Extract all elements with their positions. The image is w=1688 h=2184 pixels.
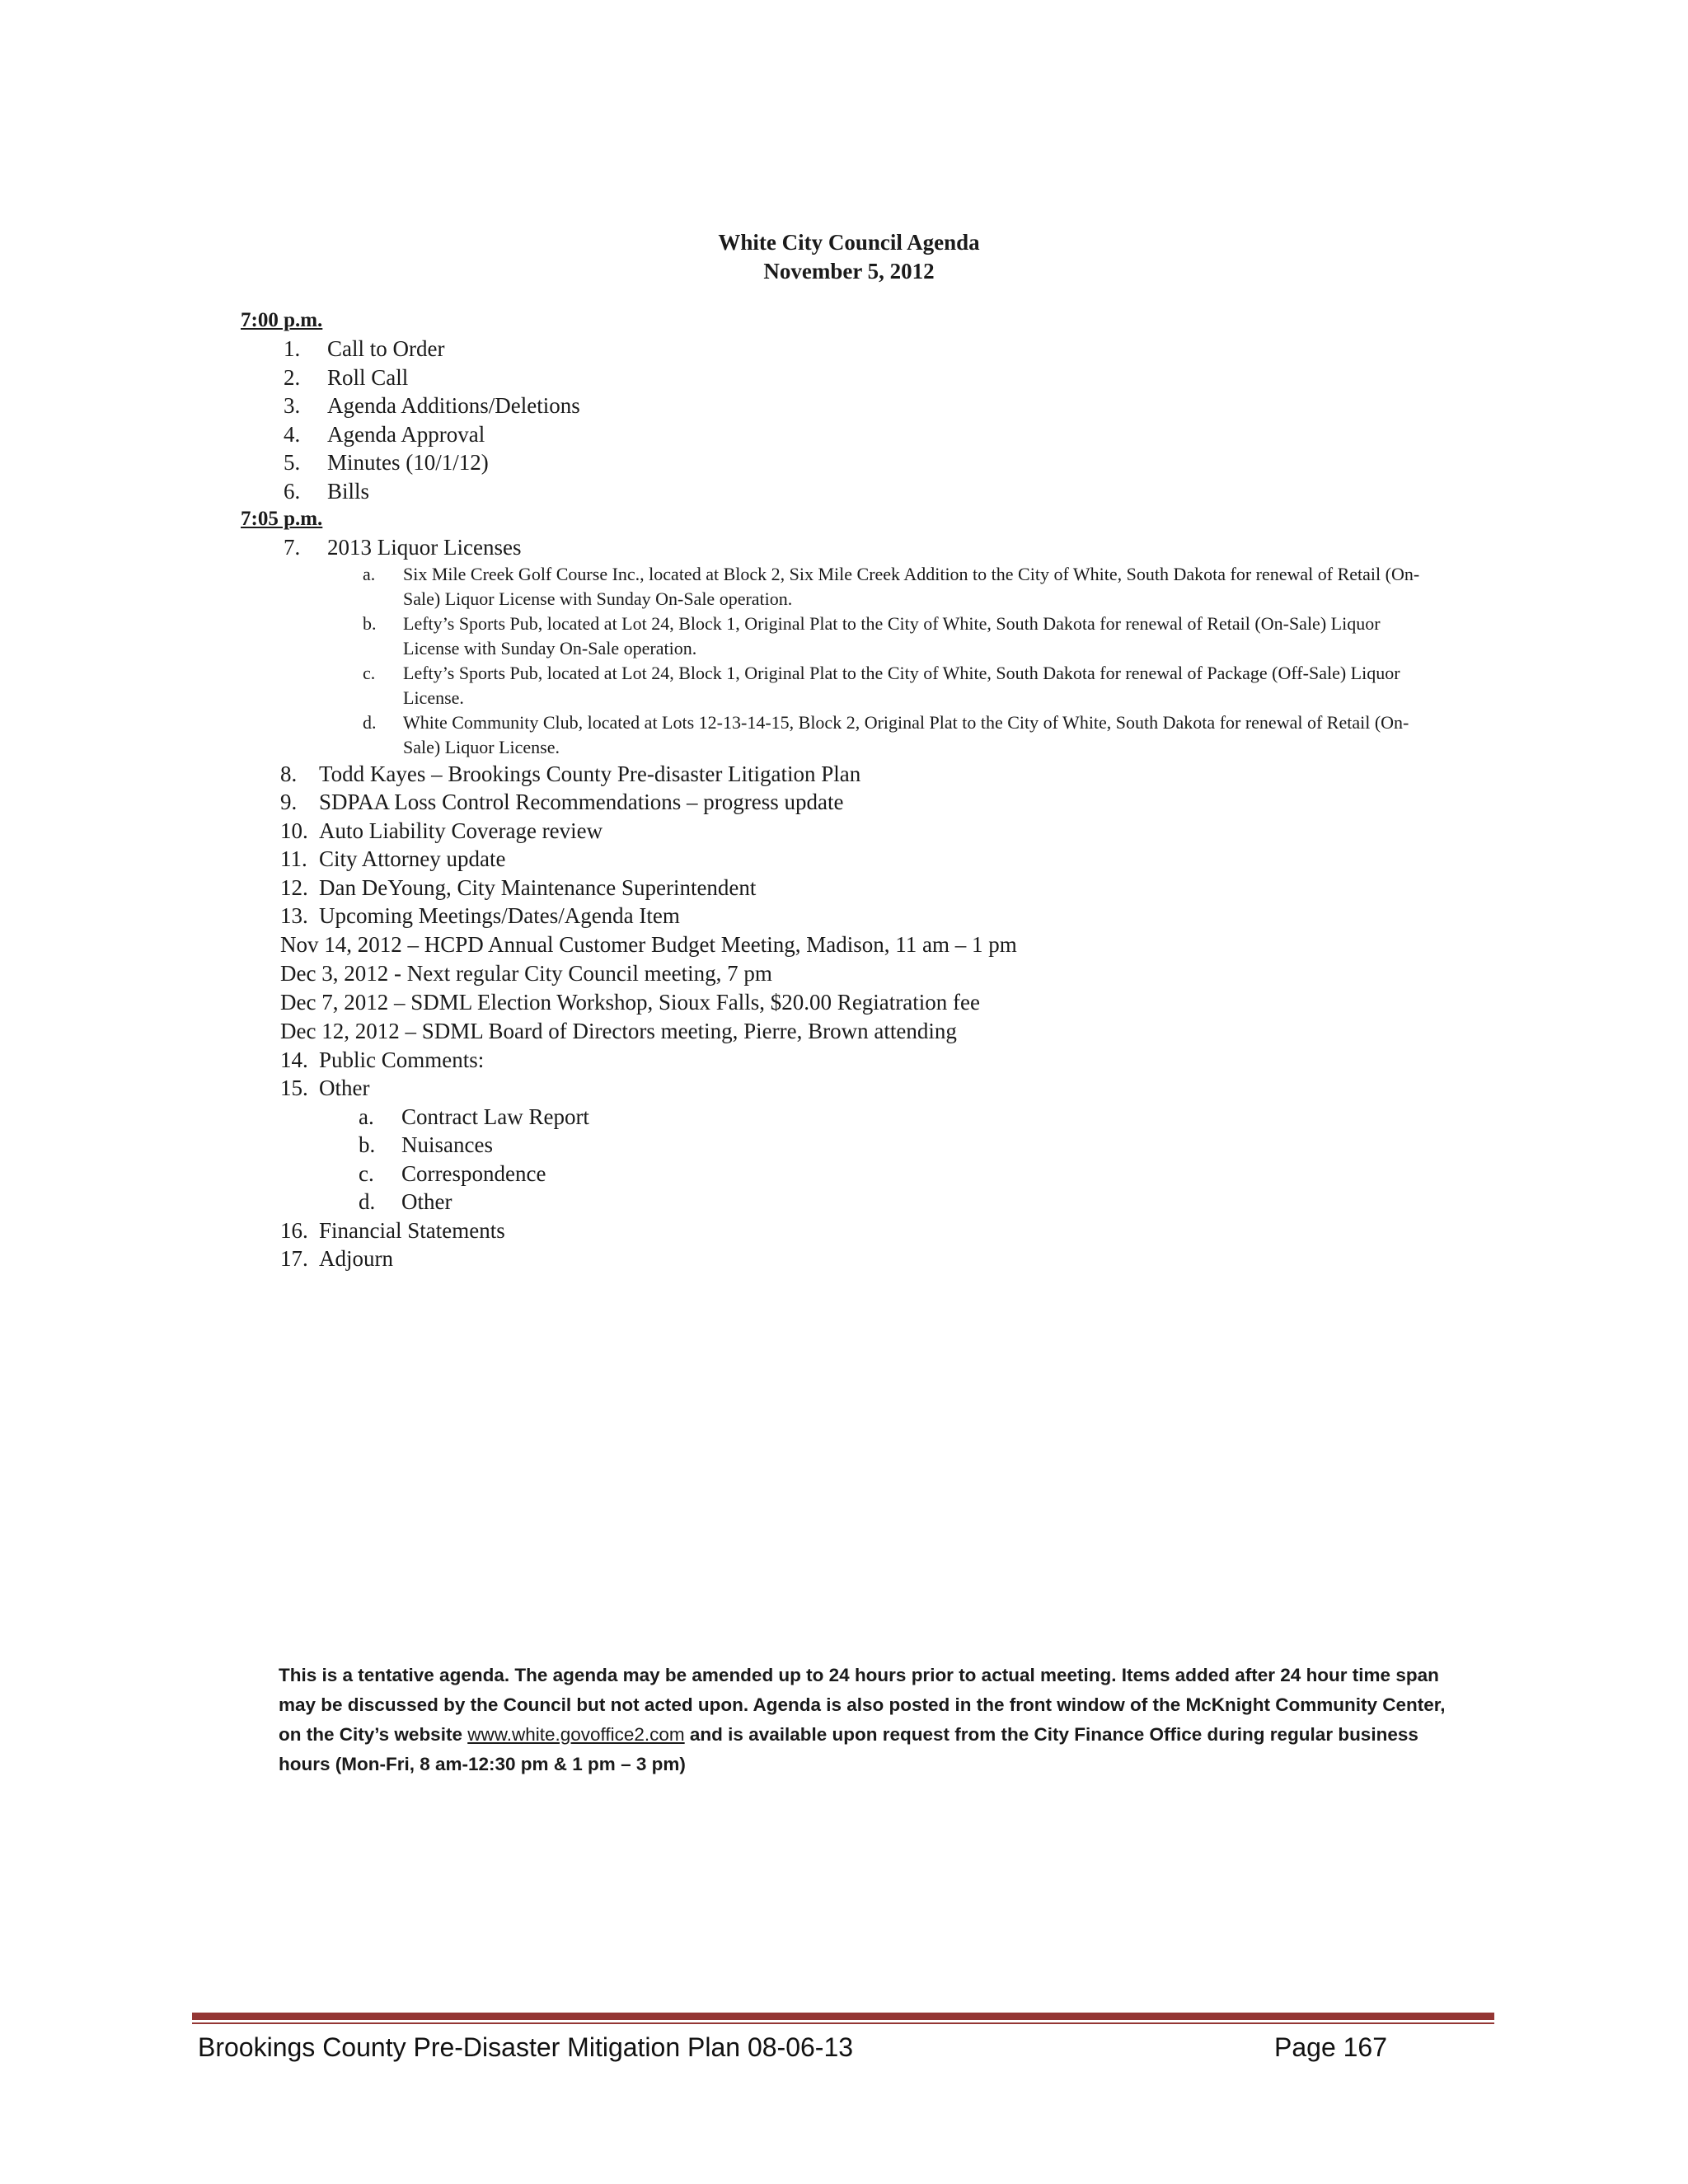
item-text: Agenda Additions/Deletions [327,393,580,418]
item-number: 3. [284,393,301,418]
item-text: Financial Statements [319,1217,505,1243]
item-number: 17. [280,1246,308,1271]
sub-item [241,661,1436,710]
item-text: Agenda Approval [327,421,485,447]
sub-item [241,1103,1436,1132]
item-number: 2. [284,364,301,390]
meeting-date-line: Dec 12, 2012 – SDML Board of Directors meeting, Pierre, Brown attending [280,1018,957,1043]
agenda-item [241,363,1436,392]
agenda-item [241,391,1436,420]
sub-item-letter: b. [359,1132,376,1157]
item-number: 16. [280,1217,308,1243]
notice-text: This is a tentative agenda. The agenda may be amended up to 24 hours prior to actual meeting. Items added after 24 hour time span may be discussed by the Council but not acted upon. Agenda is also posted in the front window of the McKnight Community Center, on the City’s website [279,1665,1446,1745]
agenda-item [241,448,1436,477]
item-number: 4. [284,421,301,447]
item-number: 11. [280,846,307,871]
city-website-link[interactable]: www.white.govoffice2.com [467,1724,685,1745]
item-number: 10. [280,818,308,843]
item-number: 14. [280,1047,308,1072]
footer-page-number: Page 167 [1274,2032,1388,2062]
meeting-date-line: Dec 3, 2012 - Next regular City Council meeting, 7 pm [280,960,772,986]
sub-item-letter: d. [363,711,377,733]
sub-item [241,562,1436,612]
item-text: Upcoming Meetings/Dates/Agenda Item [319,903,680,928]
sub-item-letter: b. [363,612,377,634]
meeting-date-line: Dec 7, 2012 – SDML Election Workshop, Sioux Falls, $20.00 Regiatration fee [280,989,980,1015]
item-text: Bills [327,478,370,504]
sub-item [241,1131,1436,1160]
sub-item-letter: c. [359,1160,374,1186]
agenda-item [241,1216,1436,1245]
agenda-item [241,1244,1436,1273]
agenda-item [241,477,1436,506]
footer-document-title: Brookings County Pre-Disaster Mitigation Plan 08-06-13 [198,2032,854,2062]
agenda-date: November 5, 2012 [763,259,935,284]
agenda-item [241,335,1436,363]
agenda-item [241,533,1436,562]
sub-item-letter: c. [363,662,376,683]
agenda-item [241,874,1436,902]
agenda-item [241,1046,1436,1075]
item-text: Adjourn [319,1246,393,1271]
footer-rule-thick [192,2013,1494,2020]
item-text: Public Comments: [319,1047,485,1072]
footer-rule-thin [192,2022,1494,2024]
notice-text-end: and is available upon request from the City Finance Office during regular business hours (Mon-Fri, 8 am-12:30 pm & 1 pm – 3 pm) [279,1724,1418,1774]
sub-item-text: Other [401,1189,452,1214]
agenda-item [241,420,1436,449]
item-text: SDPAA Loss Control Recommendations – progress update [319,790,844,814]
sub-item-text: Lefty’s Sports Pub, located at Lot 24, Block 1, Original Plat to the City of White, South Dakota for renewal of Package (Off-Sale) Liquor License. [403,662,1400,708]
agenda-item [241,902,1436,930]
item-text: City Attorney update [319,846,506,871]
sub-item-text: Nuisances [401,1132,493,1157]
item-text: 2013 Liquor Licenses [327,535,522,560]
sub-item [241,1160,1436,1188]
item-number: 5. [284,450,301,475]
item-number: 7. [284,535,301,560]
agenda-item [241,760,1436,789]
sub-item-letter: a. [363,563,376,584]
sub-item [241,710,1436,760]
item-number: 13. [280,903,308,928]
sub-item [241,1188,1436,1216]
sub-item-text: White Community Club, located at Lots 12-13-14-15, Block 2, Original Plat to the City of White, South Dakota for renewal of Retail (On-Sale) Liquor License. [403,711,1409,757]
sub-item-letter: d. [359,1189,376,1214]
sub-item-text: Lefty’s Sports Pub, located at Lot 24, Block 1, Original Plat to the City of White, South Dakota for renewal of Retail (On-Sale) Liquor License with Sunday On-Sale operation. [403,612,1381,658]
sub-item-text: Six Mile Creek Golf Course Inc., located at Block 2, Six Mile Creek Addition to the City of White, South Dakota for renewal of Retail (On-Sale) Liquor License with Sunday On-Sale operation. [403,563,1420,609]
item-number: 15. [280,1076,308,1100]
item-text: Minutes (10/1/12) [327,450,489,475]
item-number: 12. [280,874,308,900]
agenda-item [241,845,1436,874]
item-number: 9. [280,790,298,814]
agenda-item [241,788,1436,817]
meeting-date-line: Nov 14, 2012 – HCPD Annual Customer Budget Meeting, Madison, 11 am – 1 pm [280,931,1017,957]
agenda-item [241,817,1436,846]
item-text: Dan DeYoung, City Maintenance Superintendent [319,874,757,900]
item-text: Auto Liability Coverage review [319,818,603,843]
sub-item-letter: a. [359,1104,374,1129]
item-number: 1. [284,336,301,361]
item-number: 6. [284,478,301,504]
agenda-body [241,307,1436,1273]
sub-item-text: Contract Law Report [401,1104,589,1129]
item-text: Roll Call [327,364,409,390]
item-text: Call to Order [327,336,445,361]
agenda-header [626,228,1071,286]
sub-item [241,612,1436,661]
item-text: Todd Kayes – Brookings County Pre-disaster Litigation Plan [319,761,861,786]
item-number: 8. [280,761,298,786]
agenda-item [241,1074,1436,1103]
sub-item-text: Correspondence [401,1160,546,1186]
time-heading-705: 7:05 p.m. [241,508,323,530]
time-heading-700: 7:00 p.m. [241,309,323,331]
agenda-title: White City Council Agenda [718,230,980,255]
item-text: Other [319,1076,370,1100]
tentative-agenda-notice [279,1661,1465,1779]
